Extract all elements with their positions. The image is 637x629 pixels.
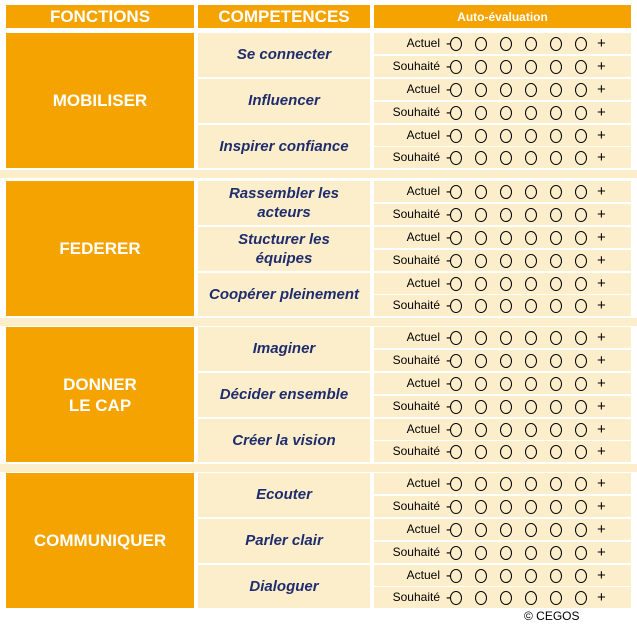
competence-cell: Décider ensemble xyxy=(198,373,370,417)
rating-circle[interactable] xyxy=(450,354,462,368)
rating-label: Souhaité xyxy=(392,252,440,267)
rating-circle[interactable] xyxy=(525,208,537,222)
minus-sign: - xyxy=(446,35,451,52)
plus-sign: + xyxy=(597,589,606,607)
rating-circle[interactable] xyxy=(475,129,487,143)
competence-cell: Dialoguer xyxy=(198,565,370,609)
rating-circle[interactable] xyxy=(575,477,587,491)
minus-sign: - xyxy=(446,374,451,392)
rating-label: Souhaité xyxy=(392,58,440,73)
rating-circle[interactable] xyxy=(575,254,587,268)
rating-row xyxy=(374,327,631,348)
rating-circle[interactable] xyxy=(550,331,562,345)
rating-row xyxy=(374,473,631,494)
rating-circle[interactable] xyxy=(575,151,587,165)
rating-circle[interactable] xyxy=(500,331,512,345)
rating-circle[interactable] xyxy=(475,208,487,222)
rating-circle[interactable] xyxy=(575,400,587,414)
rating-circle[interactable] xyxy=(550,231,562,245)
rating-circle[interactable] xyxy=(450,569,462,583)
rating-row xyxy=(374,250,631,271)
rating-circle[interactable] xyxy=(575,37,587,51)
rating-circle[interactable] xyxy=(525,523,537,537)
minus-sign: - xyxy=(446,475,451,492)
rating-label: Souhaité xyxy=(392,544,440,559)
rating-row xyxy=(374,79,631,100)
competence-cell: Rassembler les acteurs xyxy=(198,181,370,225)
rating-circle[interactable] xyxy=(500,523,512,537)
rating-circle[interactable] xyxy=(450,445,462,459)
minus-sign: - xyxy=(446,149,451,167)
rating-row xyxy=(374,56,631,77)
rating-circle[interactable] xyxy=(450,208,462,222)
rating-circle[interactable] xyxy=(575,60,587,74)
rating-row xyxy=(374,273,631,294)
rating-circle[interactable] xyxy=(575,569,587,583)
rating-circle[interactable] xyxy=(575,445,587,459)
rating-label: Souhaité xyxy=(392,298,440,313)
plus-sign: + xyxy=(597,497,606,515)
header-auto-evaluation: Auto-évaluation xyxy=(374,5,631,28)
rating-circle[interactable] xyxy=(550,151,562,165)
minus-sign: - xyxy=(446,543,451,561)
plus-sign: + xyxy=(597,183,606,200)
minus-sign: - xyxy=(446,329,451,346)
rating-circle[interactable] xyxy=(525,151,537,165)
rating-circle[interactable] xyxy=(500,377,512,391)
rating-circle[interactable] xyxy=(525,60,537,74)
minus-sign: - xyxy=(446,351,451,369)
rating-circle[interactable] xyxy=(450,277,462,291)
rating-circle[interactable] xyxy=(500,83,512,97)
rating-label: Actuel xyxy=(406,421,440,436)
minus-sign: - xyxy=(446,297,451,315)
rating-label: Souhaité xyxy=(392,444,440,459)
rating-circle[interactable] xyxy=(575,591,587,605)
plus-sign: + xyxy=(597,80,606,98)
rating-row xyxy=(374,295,631,316)
rating-circle[interactable] xyxy=(550,37,562,51)
rating-row xyxy=(374,33,631,54)
rating-circle[interactable] xyxy=(525,185,537,199)
rating-circle[interactable] xyxy=(525,500,537,514)
rating-row xyxy=(374,204,631,225)
rating-circle[interactable] xyxy=(550,423,562,437)
minus-sign: - xyxy=(446,103,451,121)
rating-circle[interactable] xyxy=(500,106,512,120)
competence-cell: Inspirer confiance xyxy=(198,125,370,169)
rating-circle[interactable] xyxy=(500,591,512,605)
rating-circle[interactable] xyxy=(475,400,487,414)
rating-circle[interactable] xyxy=(500,231,512,245)
minus-sign: - xyxy=(446,80,451,98)
plus-sign: + xyxy=(597,443,606,461)
rating-row xyxy=(374,419,631,440)
minus-sign: - xyxy=(446,205,451,223)
rating-circle[interactable] xyxy=(525,254,537,268)
rating-circle[interactable] xyxy=(475,354,487,368)
rating-circle[interactable] xyxy=(550,377,562,391)
rating-circle[interactable] xyxy=(450,151,462,165)
rating-circle[interactable] xyxy=(450,129,462,143)
rating-row xyxy=(374,181,631,202)
group-separator xyxy=(0,170,637,178)
rating-circle[interactable] xyxy=(550,500,562,514)
competence-cell: Stucturer les équipes xyxy=(198,227,370,271)
rating-label: Souhaité xyxy=(392,398,440,413)
rating-circle[interactable] xyxy=(575,500,587,514)
rating-circle[interactable] xyxy=(575,208,587,222)
rating-circle[interactable] xyxy=(550,106,562,120)
rating-circle[interactable] xyxy=(575,106,587,120)
rating-circle[interactable] xyxy=(475,83,487,97)
rating-circle[interactable] xyxy=(450,331,462,345)
rating-circle[interactable] xyxy=(475,569,487,583)
rating-row xyxy=(374,227,631,248)
rating-circle[interactable] xyxy=(575,129,587,143)
rating-label: Actuel xyxy=(406,476,440,490)
rating-circle[interactable] xyxy=(450,477,462,491)
rating-circle[interactable] xyxy=(450,299,462,313)
rating-circle[interactable] xyxy=(450,500,462,514)
rating-label: Souhaité xyxy=(392,104,440,119)
rating-circle[interactable] xyxy=(550,477,562,491)
rating-circle[interactable] xyxy=(500,254,512,268)
rating-circle[interactable] xyxy=(525,231,537,245)
rating-circle[interactable] xyxy=(450,546,462,560)
plus-sign: + xyxy=(597,57,606,75)
rating-circle[interactable] xyxy=(550,299,562,313)
rating-circle[interactable] xyxy=(575,83,587,97)
plus-sign: + xyxy=(597,274,606,292)
rating-circle[interactable] xyxy=(475,254,487,268)
rating-circle[interactable] xyxy=(475,299,487,313)
competence-cell: Parler clair xyxy=(198,519,370,563)
rating-circle[interactable] xyxy=(575,331,587,345)
rating-circle[interactable] xyxy=(475,231,487,245)
rating-circle[interactable] xyxy=(575,377,587,391)
rating-circle[interactable] xyxy=(475,500,487,514)
minus-sign: - xyxy=(446,183,451,200)
rating-circle[interactable] xyxy=(500,299,512,313)
fonction-cell: MOBILISER xyxy=(6,33,194,168)
rating-circle[interactable] xyxy=(475,60,487,74)
rating-circle[interactable] xyxy=(550,83,562,97)
rating-circle[interactable] xyxy=(475,331,487,345)
rating-circle[interactable] xyxy=(475,185,487,199)
rating-circle[interactable] xyxy=(450,106,462,120)
rating-circle[interactable] xyxy=(450,83,462,97)
rating-circle[interactable] xyxy=(450,377,462,391)
plus-sign: + xyxy=(597,126,606,144)
minus-sign: - xyxy=(446,228,451,246)
rating-circle[interactable] xyxy=(500,400,512,414)
rating-circle[interactable] xyxy=(475,151,487,165)
header-fonctions: FONCTIONS xyxy=(6,5,194,28)
minus-sign: - xyxy=(446,126,451,144)
minus-sign: - xyxy=(446,497,451,515)
plus-sign: + xyxy=(597,374,606,392)
rating-circle[interactable] xyxy=(500,60,512,74)
rating-circle[interactable] xyxy=(500,423,512,437)
rating-row xyxy=(374,542,631,563)
rating-circle[interactable] xyxy=(475,546,487,560)
rating-circle[interactable] xyxy=(525,299,537,313)
rating-circle[interactable] xyxy=(550,354,562,368)
plus-sign: + xyxy=(597,520,606,538)
rating-circle[interactable] xyxy=(550,60,562,74)
plus-sign: + xyxy=(597,297,606,315)
plus-sign: + xyxy=(597,149,606,167)
rating-label: Souhaité xyxy=(392,590,440,605)
minus-sign: - xyxy=(446,397,451,415)
rating-row xyxy=(374,373,631,394)
fonction-cell: COMMUNIQUER xyxy=(6,473,194,608)
plus-sign: + xyxy=(597,35,606,52)
rating-circle[interactable] xyxy=(500,477,512,491)
competence-cell: Se connecter xyxy=(198,33,370,77)
rating-circle[interactable] xyxy=(475,423,487,437)
group-separator xyxy=(0,464,637,472)
rating-circle[interactable] xyxy=(575,354,587,368)
rating-circle[interactable] xyxy=(525,591,537,605)
rating-row xyxy=(374,565,631,586)
rating-circle[interactable] xyxy=(575,299,587,313)
rating-circle[interactable] xyxy=(475,37,487,51)
rating-label: Actuel xyxy=(406,567,440,582)
plus-sign: + xyxy=(597,397,606,415)
plus-sign: + xyxy=(597,543,606,561)
rating-label: Actuel xyxy=(406,81,440,96)
fonction-cell: DONNER LE CAP xyxy=(6,327,194,462)
rating-circle[interactable] xyxy=(450,400,462,414)
rating-circle[interactable] xyxy=(525,354,537,368)
rating-circle[interactable] xyxy=(525,400,537,414)
rating-row xyxy=(374,350,631,371)
rating-circle[interactable] xyxy=(550,523,562,537)
rating-circle[interactable] xyxy=(550,129,562,143)
group-separator xyxy=(0,318,637,326)
rating-circle[interactable] xyxy=(525,83,537,97)
rating-circle[interactable] xyxy=(500,500,512,514)
rating-label: Souhaité xyxy=(392,150,440,165)
rating-circle[interactable] xyxy=(550,569,562,583)
rating-circle[interactable] xyxy=(500,546,512,560)
rating-circle[interactable] xyxy=(575,523,587,537)
rating-circle[interactable] xyxy=(500,445,512,459)
rating-circle[interactable] xyxy=(500,129,512,143)
copyright: © CEGOS xyxy=(524,609,580,623)
rating-label: Souhaité xyxy=(392,498,440,513)
rating-circle[interactable] xyxy=(525,423,537,437)
rating-circle[interactable] xyxy=(550,445,562,459)
minus-sign: - xyxy=(446,520,451,538)
rating-row xyxy=(374,496,631,517)
rating-label: Actuel xyxy=(406,521,440,536)
competence-cell: Créer la vision xyxy=(198,419,370,463)
rating-row xyxy=(374,396,631,417)
rating-circle[interactable] xyxy=(550,254,562,268)
competence-cell: Influencer xyxy=(198,79,370,123)
rating-circle[interactable] xyxy=(475,523,487,537)
plus-sign: + xyxy=(597,420,606,438)
rating-label: Actuel xyxy=(406,184,440,198)
rating-circle[interactable] xyxy=(525,331,537,345)
rating-circle[interactable] xyxy=(475,377,487,391)
rating-row xyxy=(374,519,631,540)
header-competences: COMPETENCES xyxy=(198,5,370,28)
rating-label: Actuel xyxy=(406,375,440,390)
rating-circle[interactable] xyxy=(525,129,537,143)
rating-label: Actuel xyxy=(406,36,440,50)
minus-sign: - xyxy=(446,420,451,438)
competence-cell: Coopérer pleinement xyxy=(198,273,370,317)
rating-circle[interactable] xyxy=(525,106,537,120)
rating-circle[interactable] xyxy=(450,37,462,51)
rating-circle[interactable] xyxy=(575,546,587,560)
rating-circle[interactable] xyxy=(500,569,512,583)
rating-circle[interactable] xyxy=(550,591,562,605)
rating-circle[interactable] xyxy=(500,37,512,51)
rating-circle[interactable] xyxy=(550,546,562,560)
rating-row xyxy=(374,147,631,168)
rating-circle[interactable] xyxy=(450,254,462,268)
rating-circle[interactable] xyxy=(475,477,487,491)
rating-circle[interactable] xyxy=(525,277,537,291)
rating-circle[interactable] xyxy=(550,185,562,199)
rating-circle[interactable] xyxy=(550,277,562,291)
rating-circle[interactable] xyxy=(575,231,587,245)
rating-circle[interactable] xyxy=(525,37,537,51)
plus-sign: + xyxy=(597,205,606,223)
rating-circle[interactable] xyxy=(500,151,512,165)
competence-cell: Ecouter xyxy=(198,473,370,517)
rating-circle[interactable] xyxy=(450,60,462,74)
competence-cell: Imaginer xyxy=(198,327,370,371)
rating-label: Actuel xyxy=(406,330,440,344)
rating-circle[interactable] xyxy=(475,277,487,291)
rating-circle[interactable] xyxy=(450,231,462,245)
plus-sign: + xyxy=(597,103,606,121)
rating-label: Actuel xyxy=(406,127,440,142)
rating-label: Actuel xyxy=(406,229,440,244)
rating-label: Actuel xyxy=(406,275,440,290)
minus-sign: - xyxy=(446,589,451,607)
rating-circle[interactable] xyxy=(550,208,562,222)
plus-sign: + xyxy=(597,475,606,492)
rating-circle[interactable] xyxy=(450,523,462,537)
rating-circle[interactable] xyxy=(500,277,512,291)
rating-circle[interactable] xyxy=(525,477,537,491)
plus-sign: + xyxy=(597,351,606,369)
rating-circle[interactable] xyxy=(475,591,487,605)
plus-sign: + xyxy=(597,228,606,246)
rating-circle[interactable] xyxy=(475,445,487,459)
rating-circle[interactable] xyxy=(550,400,562,414)
rating-row xyxy=(374,441,631,462)
rating-circle[interactable] xyxy=(500,185,512,199)
rating-circle[interactable] xyxy=(525,377,537,391)
plus-sign: + xyxy=(597,566,606,584)
minus-sign: - xyxy=(446,251,451,269)
rating-row xyxy=(374,125,631,146)
rating-circle[interactable] xyxy=(575,423,587,437)
rating-circle[interactable] xyxy=(450,185,462,199)
rating-row xyxy=(374,587,631,608)
minus-sign: - xyxy=(446,274,451,292)
rating-circle[interactable] xyxy=(475,106,487,120)
rating-label: Souhaité xyxy=(392,352,440,367)
rating-circle[interactable] xyxy=(575,185,587,199)
rating-circle[interactable] xyxy=(500,208,512,222)
rating-row xyxy=(374,102,631,123)
rating-circle[interactable] xyxy=(575,277,587,291)
plus-sign: + xyxy=(597,329,606,346)
rating-circle[interactable] xyxy=(525,546,537,560)
rating-circle[interactable] xyxy=(525,445,537,459)
rating-circle[interactable] xyxy=(525,569,537,583)
rating-label: Souhaité xyxy=(392,206,440,221)
fonction-cell: FEDERER xyxy=(6,181,194,316)
minus-sign: - xyxy=(446,443,451,461)
minus-sign: - xyxy=(446,57,451,75)
rating-circle[interactable] xyxy=(450,591,462,605)
minus-sign: - xyxy=(446,566,451,584)
rating-circle[interactable] xyxy=(450,423,462,437)
plus-sign: + xyxy=(597,251,606,269)
rating-circle[interactable] xyxy=(500,354,512,368)
